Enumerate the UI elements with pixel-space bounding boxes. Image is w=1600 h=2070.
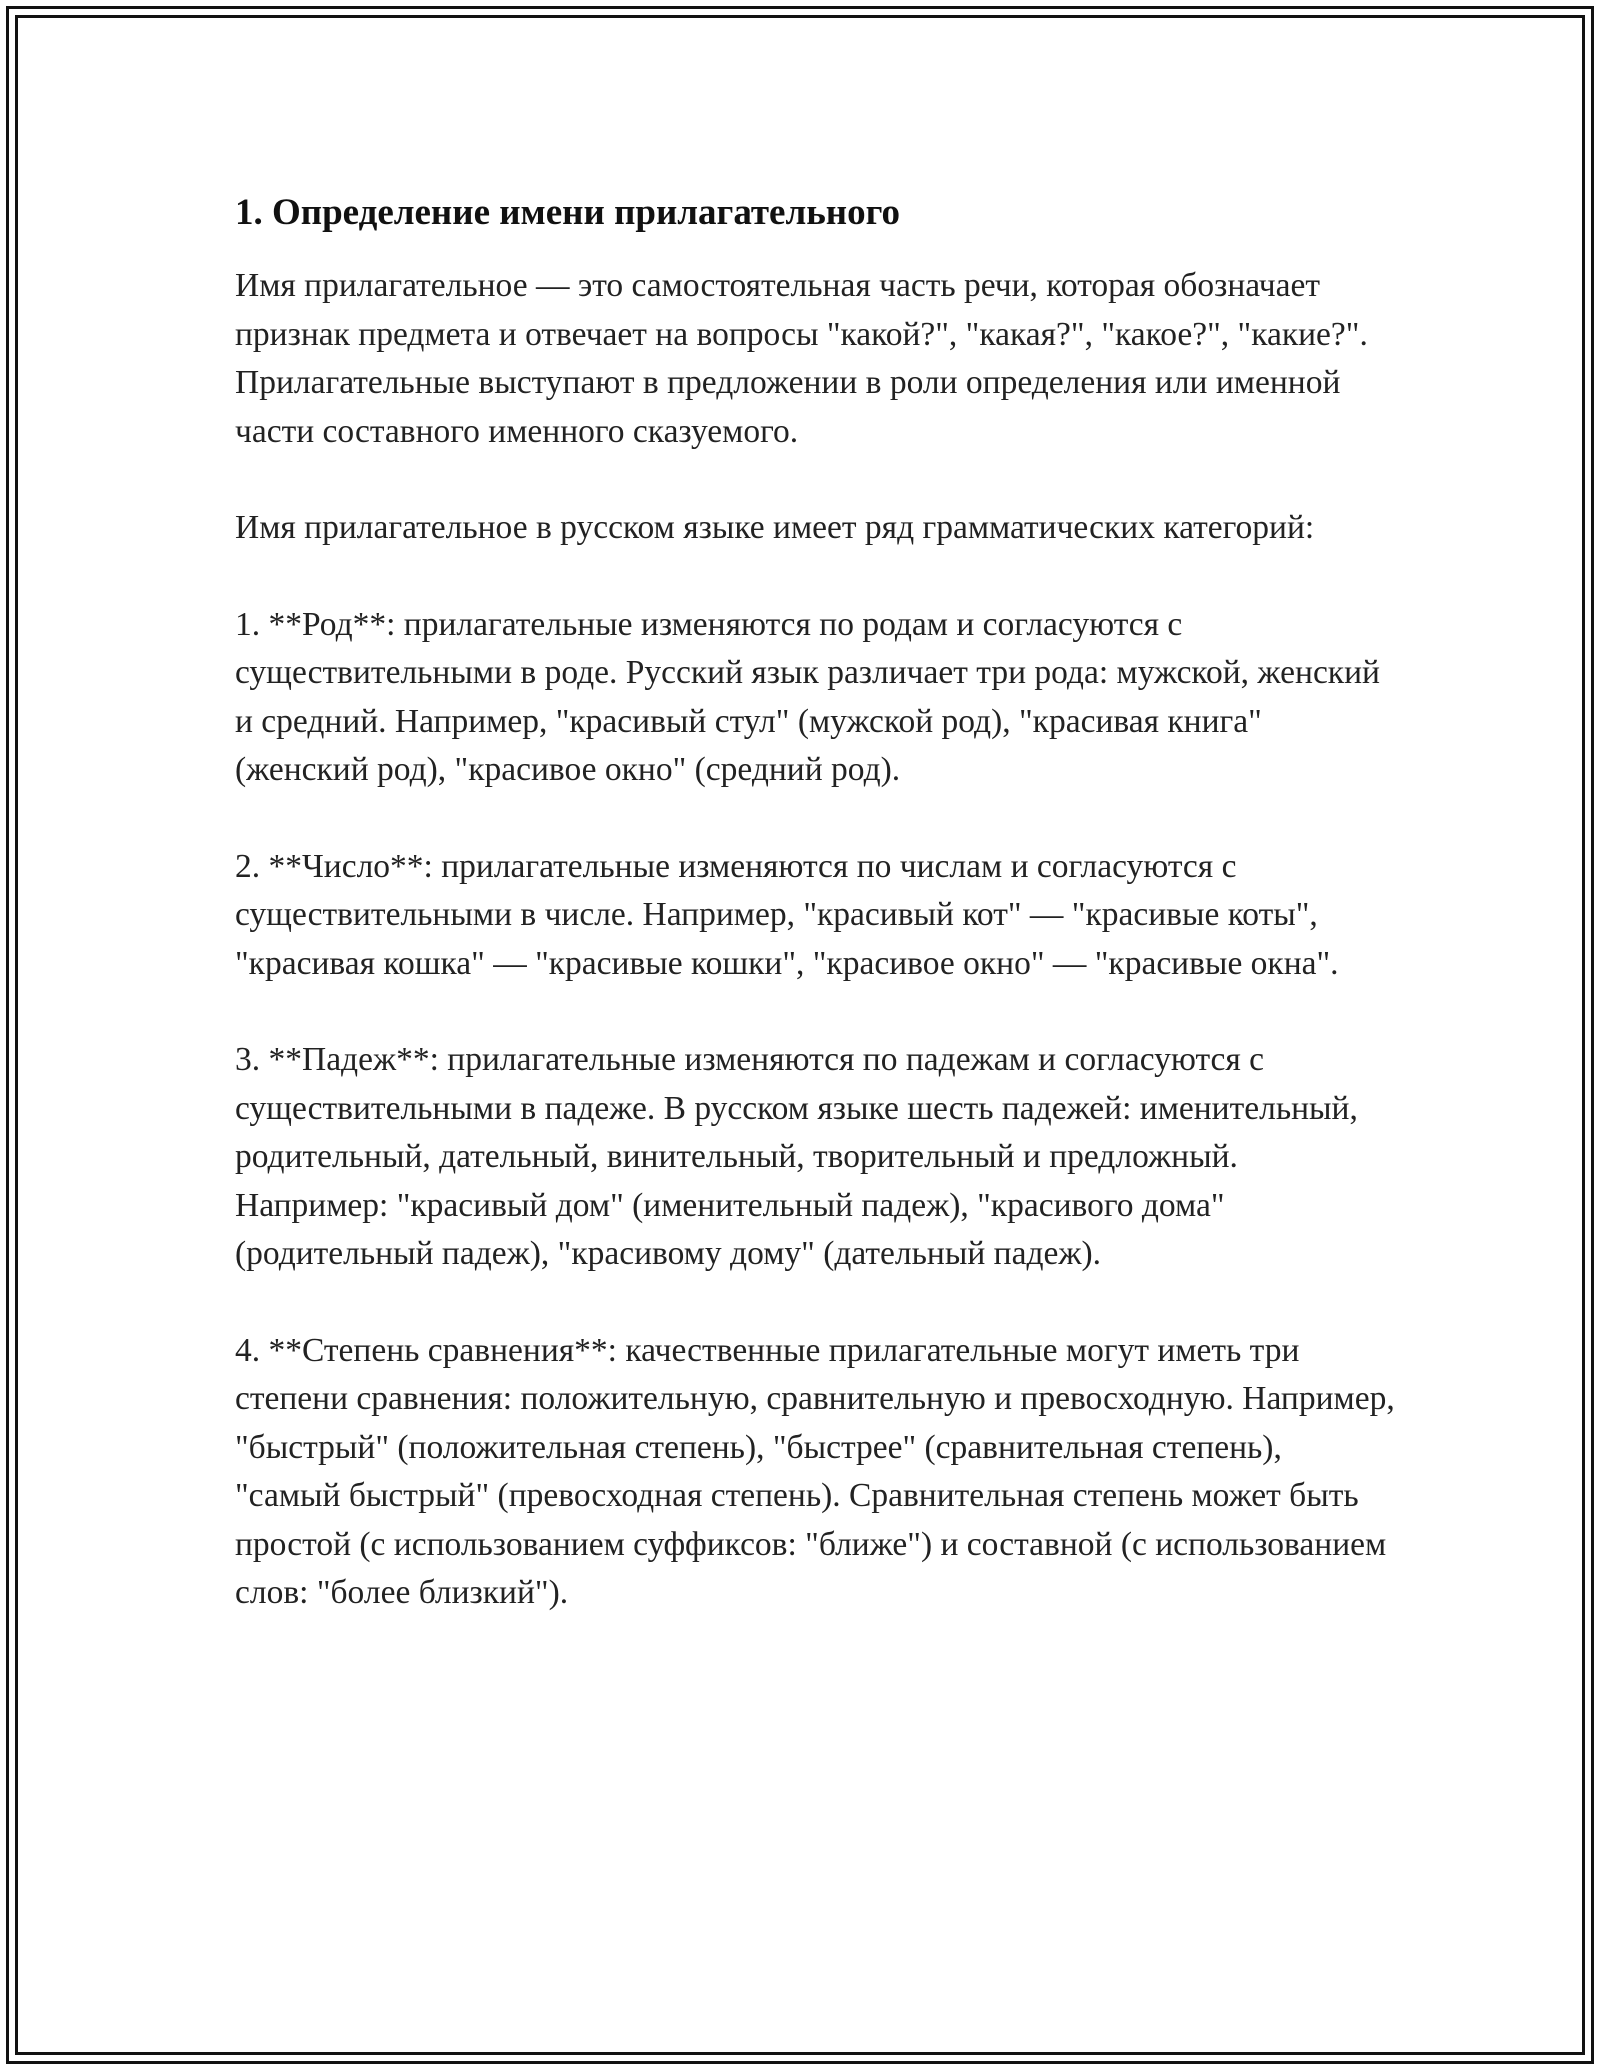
paragraph-definition: Имя прилагательное — это самостоятельная часть речи, которая обозначает признак предмета и отвечает на вопросы "какой?", "какая?", "какое?", "какие?". Прилагательные выступают в предложении в роли определения или именной части составного именного сказуемого. [235,267,1368,450]
paragraph-case: 3. **Падеж**: прилагательные изменяются по падежам и согласуются с существительными в падеже. В русском языке шесть падежей: именительный, родительный, дательный, винительный, творительный и предложный. Например: "красивый дом" (именительный падеж), "красивого дома" (родительный падеж), "красивому дому" (дательный падеж). [235,1041,1358,1272]
paragraph-categories-intro: Имя прилагательное в русском языке имеет ряд грамматических категорий: [235,509,1315,546]
paragraph-number: 2. **Число**: прилагательные изменяются по числам и согласуются с существительными в числе. Например, "красивый кот" — "красивые коты", "красивая кошка" — "красивые кошки", "красивое окно" — "красивые окна". [235,847,1339,982]
document-body [235,186,1395,1666]
paragraph-gender: 1. **Род**: прилагательные изменяются по родам и согласуются с существительными в роде. Русский язык различает три рода: мужской, женский и средний. Например, "красивый стул" (мужской род), "красивая книга" (женский род), "красивое окно" (средний род). [235,605,1380,788]
section-heading: 1. Определение имени прилагательного [235,192,901,233]
paragraph-comparison: 4. **Степень сравнения**: качественные прилагательные могут иметь три степени сравнения: положительную, сравнительную и превосходную. Например, "быстрый" (положительная степень), "быстрее" (сравнительная степень), "самый быстрый" (превосходная степень). Сравнительная степень может быть простой (с использованием суффиксов: "ближе") и составной (с использованием слов: "более близкий"). [235,1331,1395,1611]
